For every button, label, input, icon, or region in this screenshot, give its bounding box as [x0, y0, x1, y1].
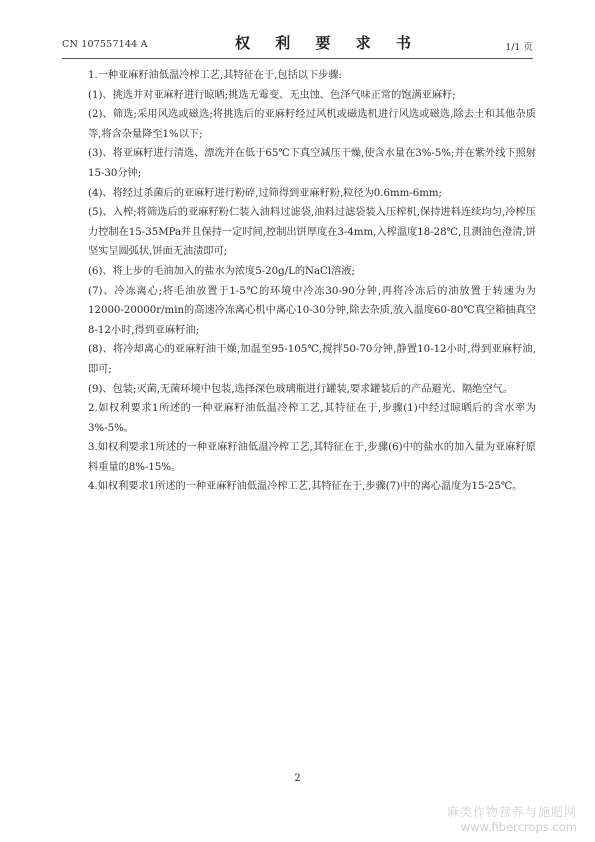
page-count: 1/1 页: [505, 42, 533, 53]
document-header: [0, 0, 595, 60]
claim-1-step-8: (8)、将冷却离心的亚麻籽油干燥,加温至95-105℃,搅拌50-70分钟,静置10-12小时,得到亚麻籽油,即可;: [88, 344, 536, 375]
claim-1-step-9: (9)、包装;灭菌,无菌环境中包装,选择深色玻璃瓶进行罐装,要求罐装后的产品避光、隔绝空气。: [88, 383, 513, 395]
page-number: 2: [294, 773, 301, 784]
publication-number: CN 107557144 A: [62, 39, 148, 50]
document-title: 权 利 要 求 书: [235, 34, 421, 52]
claim-4: 4.如权利要求1所述的一种亚麻籽油低温冷榨工艺,其特征在于,步骤(7)中的离心温度为15-25℃。: [88, 481, 523, 493]
site-watermark: [447, 805, 577, 835]
watermark-url: www.fibercrops.com: [460, 820, 577, 834]
watermark-site-name: 麻类作物营养与施肥网: [446, 805, 577, 819]
claim-2: 2.如权利要求1所述的一种亚麻籽油低温冷榨工艺,其特征在于,步骤(1)中经过晾晒后的含水率为3%-5%。: [88, 403, 536, 434]
claim-1-step-7: (7)、冷冻离心;将毛油放置于1-5℃的环境中冷冻30-90分钟,再将冷冻后的油放置于转速为为12000-20000r/min的高速冷冻离心机中离心10-30分钟,除去杂质,放入温度60-80℃真空箱抽真空8-12小时,得到亚麻籽油;: [88, 285, 536, 336]
claim-1-step-2: (2)、筛选;采用风选或磁选;将挑选后的亚麻籽经过风机或磁选机进行风选或磁选,除去土和其他杂质等,将含杂量降至1%以下;: [88, 109, 536, 140]
claim-3: 3.如权利要求1所述的一种亚麻籽油低温冷榨工艺,其特征在于,步骤(6)中的盐水的加入量为亚麻籽原料重量的8%-15%。: [88, 442, 536, 473]
claim-1-step-6: (6)、将上步的毛油加入的盐水为浓度5-20g/L的NaCl溶液;: [88, 265, 355, 277]
claim-1-step-5: (5)、入榨;将筛选后的亚麻籽粉仁装入油料过滤袋,油料过滤袋装入压榨机,保持进料连续均匀,冷榨压力控制在15-35MPa并且保持一定时间,控制出饼厚度在3-4mm,入榨温度18-28℃,且测油色澄清,饼坚实呈圆弧状,饼面无油渍即可;: [88, 207, 536, 258]
claim-1-intro: 1.一种亚麻籽油低温冷榨工艺,其特征在于,包括以下步骤:: [88, 70, 342, 81]
header-divider: [62, 58, 533, 59]
claim-1-step-4: (4)、将经过杀菌后的亚麻籽进行粉碎,过筛得到亚麻籽粉,粒径为0.6mm-6mm;: [88, 187, 442, 199]
claim-1-step-3: (3)、将亚麻籽进行清选、漂洗并在低于65℃下真空减压干燥,使含水量在3%-5%;并在紫外线下照射15-30分钟;: [88, 148, 536, 179]
claim-1-step-1: (1)、挑选并对亚麻籽进行晾晒;挑选无霉变、无虫蚀、色泽气味正常的饱满亚麻籽;: [88, 89, 456, 101]
claims-body: [88, 66, 536, 497]
